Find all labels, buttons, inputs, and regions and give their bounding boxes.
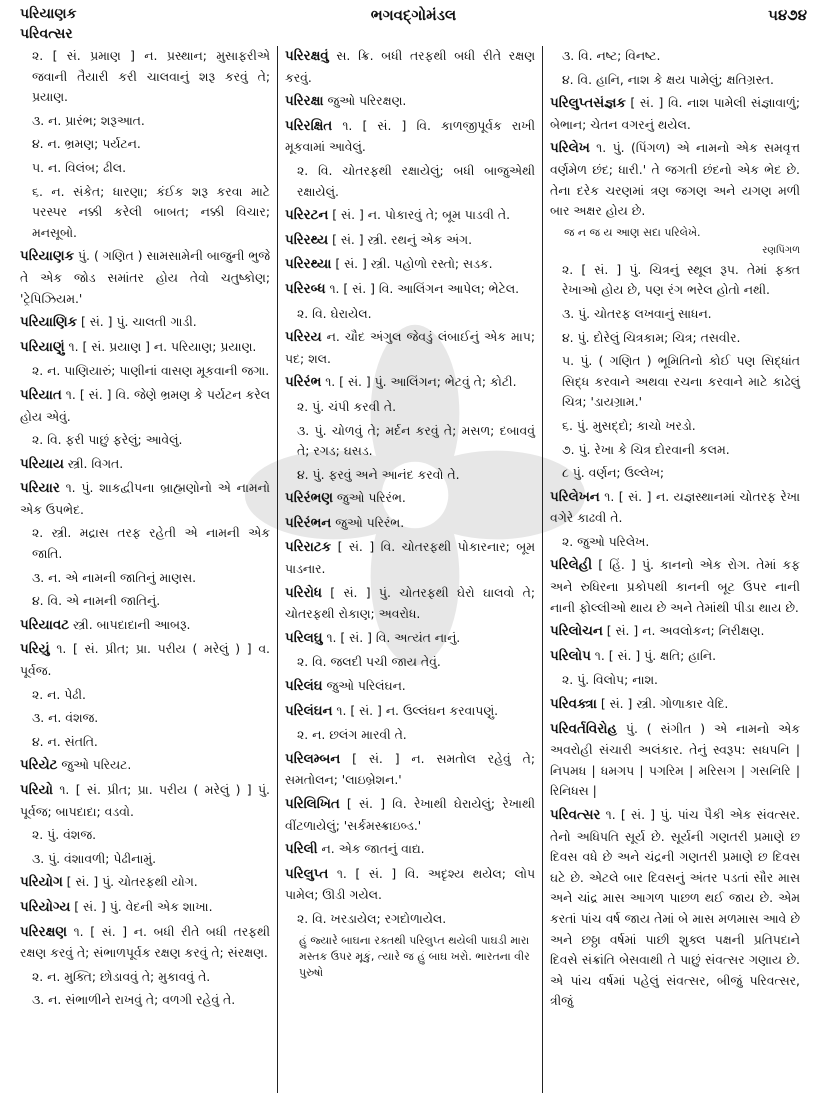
dictionary-entry <box>550 138 800 221</box>
dictionary-entry <box>20 246 270 309</box>
headword: પરિયાય <box>20 456 64 472</box>
dictionary-entry <box>285 327 535 369</box>
definition: ૩. વિ. નષ્ટ; વિનષ્ટ. <box>562 48 661 63</box>
dictionary-entry <box>285 513 535 535</box>
headword: પરિરક્ષવું <box>285 49 329 64</box>
definition: [ સં. ] વિ. રેખાથી ઘેરાયેલું; રેખાથી વીંટળાયેલું; 'સર્કમસ્ક્રાઇબ્ડ.' <box>285 796 535 833</box>
definition: ૧. પું. (પિંગળ) એ નામનો એક સમવૃત્ત વર્ણમેળ છંદ; ધારી.' તે જગતી છંદનો એક ભેદ છે. તેના દરેક ચરણમાં ત્રણ જગણ અને યગણ મળી બાર અક્ષર હોય છે. <box>550 140 800 219</box>
headword: પરિયોગ <box>20 875 63 891</box>
headword: પરિલેખ <box>550 141 590 157</box>
definition: ૨. સ્ત્રી. મદ્રાસ તરફ રહેતી એ નામની એક જાતિ. <box>32 525 270 562</box>
definition: ૧. [ સં. ] પું. આલિંગન; ભેટવું તે; કોટી. <box>321 374 517 390</box>
dictionary-entry <box>550 805 800 1012</box>
headword: પરિયાવટ <box>20 617 70 633</box>
definition: જુઓ પરિરંભ. <box>331 514 405 530</box>
dictionary-entry <box>550 646 800 668</box>
definition: ૩. ન. વંશજ. <box>32 710 99 726</box>
headword: પરિલંઘ <box>285 679 323 695</box>
guide-word-last: પરિવત્સર <box>20 26 73 42</box>
column-1 <box>20 46 277 1093</box>
dictionary-entry <box>285 749 535 791</box>
dictionary-entry <box>285 488 535 510</box>
headword: પરિયેટ <box>20 758 58 774</box>
dictionary-entry <box>285 628 535 650</box>
definition: ૨. વિ. ઘેરાયેલ. <box>297 305 372 321</box>
dictionary-entry <box>285 537 535 579</box>
sense-entry <box>20 111 270 132</box>
definition: ૪. વિ. હાનિ, નાશ કે ક્ષય પામેલું; ક્ષતિગ્રસ્ત. <box>562 71 774 87</box>
dictionary-entry <box>285 91 535 113</box>
definition: [ સં. ] ન. સમતોલ રહેવું તે; સમતોલન; 'લાઇબ્રેશન.' <box>285 750 535 788</box>
sense-entry <box>550 670 800 691</box>
dictionary-entry <box>20 454 270 476</box>
quotation: જ ન જ ય આણ સદા પરિલેખે. <box>564 225 701 239</box>
dictionary-columns <box>20 46 807 1093</box>
headword: પરિલઘુ <box>285 630 323 646</box>
page-header <box>20 6 807 46</box>
sense-entry <box>285 652 535 673</box>
headword: પરિરાટક <box>285 540 332 556</box>
sense-entry <box>20 430 270 451</box>
dictionary-entry <box>285 46 535 88</box>
sense-entry <box>20 361 270 382</box>
definition: ૨. પું. વંશજ. <box>32 827 97 843</box>
guide-word-first: પરિયાણક <box>20 6 77 22</box>
sense-entry <box>20 732 270 753</box>
headword: પરિલુપ્તસંજ્ઞક <box>550 96 626 112</box>
definition: ૪. ન. ભ્રમણ; પર્યટન. <box>32 136 141 152</box>
definition: [ સં. ] ન. અવલોકન; નિરીક્ષણ. <box>602 623 765 639</box>
dictionary-entry <box>20 385 270 427</box>
definition: ૧. [ સં. ] વિ. અત્યંત નાનું. <box>322 629 461 645</box>
dictionary-entry <box>285 116 535 158</box>
headword: પરિરંભન <box>285 515 332 531</box>
dictionary-entry <box>20 872 270 894</box>
definition: ૨. જુઓ પરિલેખ. <box>562 533 650 549</box>
definition: ૨. વિ. ખરડાયેલ; રગદોળાયેલ. <box>297 910 447 926</box>
headword: પરિરટન <box>285 208 329 224</box>
headword: પરિવત્સર <box>550 808 601 823</box>
headword: પરિરય <box>285 330 322 346</box>
dictionary-entry <box>20 478 270 520</box>
definition: ૨. પું. વિલોપ; નાશ. <box>562 672 658 688</box>
sense-entry <box>20 591 270 612</box>
definition: પું. ( ગણિત ) સામસામેની બાજુની ભુજે તે એક જોડ સમાંતર હોય તેવો ચતુષ્કોણ; 'ટ્રેપિઝિયમ.' <box>20 248 270 306</box>
sense-entry <box>550 304 800 325</box>
headword: પરિરક્ષણ <box>20 924 67 940</box>
quotation: હું જ્યારે બાઘના રક્તથી પરિલુપ્ત થયેલી પાઘડી મારા મસ્તક ઉપર મૂકું, ત્યારે જ હું બાઘ ખરો. ભારતના વીર પુરુષો <box>299 933 530 979</box>
sense-entry <box>285 397 535 418</box>
headword: પરિયાર <box>20 481 60 497</box>
definition: ૬. ન. સંકેત; ધારણા; કંઈક શરૂ કરવા માટે પરસ્પર નક્કી કરેલી બાબત; નક્કી વિચાર; મનસૂબો. <box>32 183 270 240</box>
dictionary-entry <box>20 615 270 637</box>
dictionary-entry <box>285 839 535 861</box>
sense-entry <box>285 465 535 486</box>
sense-entry <box>550 70 800 91</box>
definition: ૪. પું. ફરવું અને આનંદ કરવો તે. <box>297 466 460 482</box>
headword: પરિલી <box>285 842 318 858</box>
definition: જુઓ પરિરંભ. <box>332 490 406 506</box>
sense-entry <box>20 967 270 988</box>
headword: પરિલંઘન <box>285 703 333 719</box>
sense-entry <box>285 304 535 325</box>
definition: [ હિં. ] પું. કાનનો એક રોગ. તેમાં કફ અને રુધિરના પ્રકોપથી કાનની બૂટ ઉપર નાની નાની ફોલ્લીઓ થાય છે અને તેમાંથી પીડા થાય છે. <box>550 557 800 615</box>
headword: પરિલોપ <box>550 648 591 664</box>
headword: પરિલેખન <box>550 489 600 505</box>
dictionary-entry <box>20 922 270 964</box>
dictionary-entry <box>550 621 800 643</box>
dictionary-entry <box>285 676 535 698</box>
sense-entry <box>20 182 270 244</box>
headword: પરિરોધ <box>285 585 322 601</box>
definition: [ સં. ] પું. ચોતરફથી ઘેરો ઘાલવો તે; ચોતરફથી રોકાણ; અવરોધ. <box>285 584 535 622</box>
sense-entry <box>20 134 270 155</box>
definition: જુઓ પરિલંઘન. <box>322 678 406 694</box>
headword: પરિવર્તવિરોહ <box>550 721 618 737</box>
definition: ૩. પું. ચોળવું તે; મર્દન કરવું તે; મસળ; દબાવવું તે; રગડ; ઘસડ. <box>297 422 535 459</box>
definition: ૧. [ સં. પ્રીત; પ્રા. પરીય ( મરેલું ) ] વ. પૂર્વજ. <box>20 641 270 679</box>
definition: [ સં. ] પું. વેદની એક શાખા. <box>70 898 213 914</box>
definition: ૧. [ સં. ] વિ. જેણે ભ્રમણ કે પર્યટન કરેલ હોય એવું. <box>20 386 270 424</box>
definition: ૫. ન. વિલંબ; ઢીલ. <box>32 159 127 175</box>
sense-entry <box>550 46 800 67</box>
definition: ૨. ન. છલંગ મારવી તે. <box>297 727 407 743</box>
definition: ૨. વિ. જલદી પચી જાય તેવું. <box>297 654 441 670</box>
sense-entry <box>20 158 270 179</box>
definition: ૩. પું. ચોતરફ લખવાનું સાધન. <box>562 305 712 321</box>
sense-entry <box>550 328 800 349</box>
dictionary-entry <box>550 555 800 618</box>
headword: પરિલોચન <box>550 624 603 640</box>
headword: પરિરક્ષા <box>285 94 324 110</box>
headword: પરિરબ્ધ <box>285 281 326 297</box>
sense-entry <box>285 725 535 746</box>
definition: ૫. પું. ( ગણિત ) ભૂમિતિનો કોઈ પણ સિદ્ધાંત સિદ્ધ કરવાને અથવા રચના કરવાને માટે કાઢેલું ચિત્ર; 'ડાયગ્રામ.' <box>562 353 800 410</box>
sense-entry <box>550 440 800 461</box>
dictionary-entry <box>285 701 535 723</box>
sense-entry <box>285 161 535 202</box>
sense-entry <box>550 351 800 413</box>
sense-entry <box>550 463 800 484</box>
dictionary-entry <box>285 279 535 301</box>
definition: જુઓ પરિરક્ષણ. <box>323 93 407 109</box>
definition: [ સં. ] સ્ત્રી. ગોળાકાર વેદિ. <box>596 696 729 712</box>
page-number: ૫૪૭૪ <box>768 6 807 24</box>
definition: ૮ પું. વર્ણન; ઉલ્લેખ; <box>562 465 665 481</box>
definition: ૨. [ સં. પ્રમાણ ] ન. પ્રસ્થાન; મુસાફરીએ જવાની તૈયારી કરી ચાલવાનું શરૂ કરવું તે; પ્રયાણ. <box>32 48 270 105</box>
dictionary-entry <box>285 205 535 227</box>
dictionary-entry <box>20 337 270 359</box>
definition: ૧. [ સં. ] પું. ક્ષતિ; હાનિ. <box>590 647 717 663</box>
dictionary-entry <box>285 372 535 394</box>
headword: પરિલમ્બન <box>285 751 341 767</box>
sense-entry <box>20 523 270 564</box>
definition: ૩. પું. વંશાવળી; પેઢીનામું. <box>32 850 157 866</box>
definition: ન. ચૌદ અંગુલ જેવડું લંબાઈનું એક માપ; પદ; શલ. <box>285 329 535 366</box>
headword: પરિયાત <box>20 387 62 403</box>
definition: ૧. [ સં. ] પું. પાંચ પૈકી એક સંવત્સર. તેનો અધિપતિ સૂર્ય છે. સૂર્યની ગણતરી પ્રમાણે છ દિવસ વધે છે અને ચંદ્રની ગણતરી પ્રમાણે છ દિવસ ઘટે છે. એટલે બાર દિવસનું અંતર પડતાં સૌર માસ અને ચાંદ્ર માસ આગળ પાછળ થઈ જાય છે. એમ કરતાં પાંચ વર્ષ જાય તેમાં બે માસ મળમાસ આવે છે અને છઠ્ઠા વર્ષમાં પાછી શુક્લ પક્ષની પ્રતિપદાને દિવસે સંક્રાંતિ બેસવાથી તે પાછું સંવત્સર ગણાય છે. એ પાંચ વર્ષમાં પહેલું સંવત્સર, બીજું પરિવત્સર, ત્રીજું <box>550 807 800 1009</box>
definition: ૬. પું. મુસદ્દો; કાચો ખરડો. <box>562 417 696 433</box>
sense-entry <box>20 685 270 706</box>
dictionary-entry <box>285 864 535 906</box>
dictionary-entry <box>20 639 270 681</box>
headword: પરિલુપ્ત <box>285 866 329 882</box>
definition: [ સં. ] પું. ચાલતી ગાડી. <box>77 314 197 330</box>
definition: ૨. વિ. ચોતરફથી રક્ષાયેલું; બધી બાજુએથી રક્ષાયેલું. <box>297 162 535 199</box>
sense-entry <box>20 46 270 108</box>
definition: ૪. ન. સંતતિ. <box>32 733 98 749</box>
headword: પરિલિખિત <box>285 797 340 812</box>
headword: પરિયાણિક <box>20 315 78 331</box>
dictionary-entry <box>285 794 535 836</box>
definition: ૩. ન. એ નામની જાતિનું માણસ. <box>32 569 197 585</box>
definition: સ્ત્રી. બાપદાદાની આબરૂ. <box>69 616 191 632</box>
definition: ન. એક જાતનું વાદ્ય. <box>317 841 425 857</box>
definition: ૨. વિ. ફરી પાછું ફરેલું; આવેલું. <box>32 432 183 448</box>
page-title: ભગવદ્ગોમંડલ <box>370 6 457 24</box>
dictionary-entry <box>550 93 800 135</box>
definition: ૧. [ સં. ] વિ. આલિંગન આપેલ; ભેટેલ. <box>325 280 520 296</box>
sense-entry <box>550 532 800 553</box>
sense-entry <box>550 260 800 301</box>
headword: પરિયાણું <box>20 339 65 355</box>
definition: ૨. પું. ચંપી કરવી તે. <box>297 398 397 414</box>
definition: પું. ( સંગીત ) એ નામનો એક અવરોહી સંચારી અલંકાર. તેનું સ્વરૂપ: સધપનિ | નિપમધ | ધમગપ | પગરિમ | મરિસગ | ગસનિરિ | રિનિધસ | <box>550 720 800 799</box>
definition: જુઓ પરિયટ. <box>57 757 132 773</box>
dictionary-entry <box>285 583 535 625</box>
definition: ૩. ન. સંભાળીને રાખવું તે; વળગી રહેવું તે. <box>32 992 236 1008</box>
definition: [ સં. ] પું. ચોતરફથી યોગ. <box>62 874 198 890</box>
column-2 <box>277 46 542 1093</box>
definition: ૧. [ સં. ] વિ. કાળજીપૂર્વક રાખી મૂકવામાં આવેલું. <box>285 117 535 155</box>
headword: પરિરંભણ <box>285 491 333 507</box>
citation-source: રણપિંગળ <box>762 244 800 256</box>
headword: પરિરથ્ય <box>285 232 329 248</box>
headword: પરિયાણક <box>20 249 75 265</box>
definition: ૧. [ સં. ] ન. યજ્ઞસ્થાનમાં ચોતરફ રેખા વગેરે કાઢવી તે. <box>550 488 800 526</box>
definition: સ્ત્રી. વિગત. <box>63 455 124 471</box>
definition: ૩. ન. પ્રારંભ; શરૂઆત. <box>32 112 145 128</box>
sense-entry <box>285 421 535 462</box>
headword: પરિરક્ષિત <box>285 118 333 134</box>
headword: પરિયું <box>20 642 50 658</box>
sense-entry <box>20 825 270 846</box>
sense-entry <box>20 849 270 870</box>
headword: પરિયોગ્ય <box>20 899 71 915</box>
definition: સ. ક્રિ. બધી તરફથી બધી રીતે રક્ષણ કરવું. <box>285 48 535 85</box>
headword: પરિરંભ <box>285 375 322 391</box>
headword: પરિલેહી <box>550 558 593 574</box>
dictionary-entry <box>285 230 535 252</box>
sense-entry <box>285 909 535 930</box>
dictionary-entry <box>550 487 800 529</box>
dictionary-entry <box>20 312 270 334</box>
dictionary-entry <box>550 694 800 716</box>
definition: [ સં. ] સ્ત્રી. પહોળો રસ્તો; સડક. <box>331 256 493 272</box>
definition: ૧. [ સં. ] વિ. અદૃશ્ય થયેલ; લોપ પામેલ; ઊડી ગયેલ. <box>285 865 535 903</box>
definition: ૧. [ સં. પ્રયાણ ] ન. પરિયાણ; પ્રયાણ. <box>64 338 257 354</box>
definition: ૭. પું. રેખા કે ચિત્ર દોરવાની કલમ. <box>562 441 730 457</box>
sense-entry <box>20 708 270 729</box>
definition: [ સં. ] વિ. ચોતરફથી પોકારનાર; બૂમ પાડનાર. <box>285 539 535 577</box>
definition: ૧. પું. શાકદ્વીપના બ્રાહ્મણોનો એ નામનો એક ઉપભેદ. <box>20 480 270 517</box>
definition: [ સં. ] વિ. નાશ પામેલી સંજ્ઞાવાળું; બેભાન; ચેતન વગરનું થયેલ. <box>550 95 800 132</box>
definition: ૪. વિ. એ નામની જાતિનું. <box>32 593 161 609</box>
column-3 <box>542 46 807 1093</box>
dictionary-entry <box>550 719 800 802</box>
definition: ૨. ન. મુક્તિ; છોડાવવું તે; મુકાવવું તે. <box>32 968 211 984</box>
definition: [ સં. ] સ્ત્રી. રથનું એક અંગ. <box>328 231 473 247</box>
definition: ૨. ન. પાણિયારું; પાણીનાં વાસણ મૂકવાની જગા. <box>32 363 270 379</box>
dictionary-entry <box>20 897 270 919</box>
headword: પરિરથ્યા <box>285 257 332 273</box>
headword: પરિયો <box>20 783 53 798</box>
dictionary-entry <box>285 254 535 276</box>
definition: ૧. [ સં. પ્રીત; પ્રા. પરીય ( મરેલું ) ] પું. પૂર્વજ; બાપદાદા; વડવો. <box>20 782 270 819</box>
sense-entry <box>20 568 270 589</box>
definition: ૨. ન. પેઢી. <box>32 686 86 702</box>
definition: ૧. [ સં. ] ન. બધી રીતે બધી તરફથી રક્ષણ કરવું તે; સંભાળપૂર્વક રક્ષણ કરવું તે; સંરક્ષણ. <box>20 923 270 961</box>
headword: પરિવક્ત્રા <box>550 697 597 713</box>
sense-entry <box>20 990 270 1011</box>
definition: [ સં. ] ન. પોકારવું તે; બૂમ પાડવી તે. <box>328 207 511 223</box>
definition: ૪. પું. દોરેલું ચિત્રકામ; ચિત્ર; તસવીર. <box>562 329 741 345</box>
definition: ૨. [ સં. ] પું. ચિત્રનું સ્થૂલ રૂપ. તેમાં ફક્ત રેખાઓ હોય છે, પણ રંગ ભરેલ હોતો નથી. <box>562 261 800 298</box>
dictionary-entry <box>20 780 270 822</box>
sense-entry <box>550 416 800 437</box>
dictionary-entry <box>20 755 270 777</box>
definition: ૧. [ સં. ] ન. ઉલ્લંઘન કરવાપણું. <box>332 702 499 718</box>
